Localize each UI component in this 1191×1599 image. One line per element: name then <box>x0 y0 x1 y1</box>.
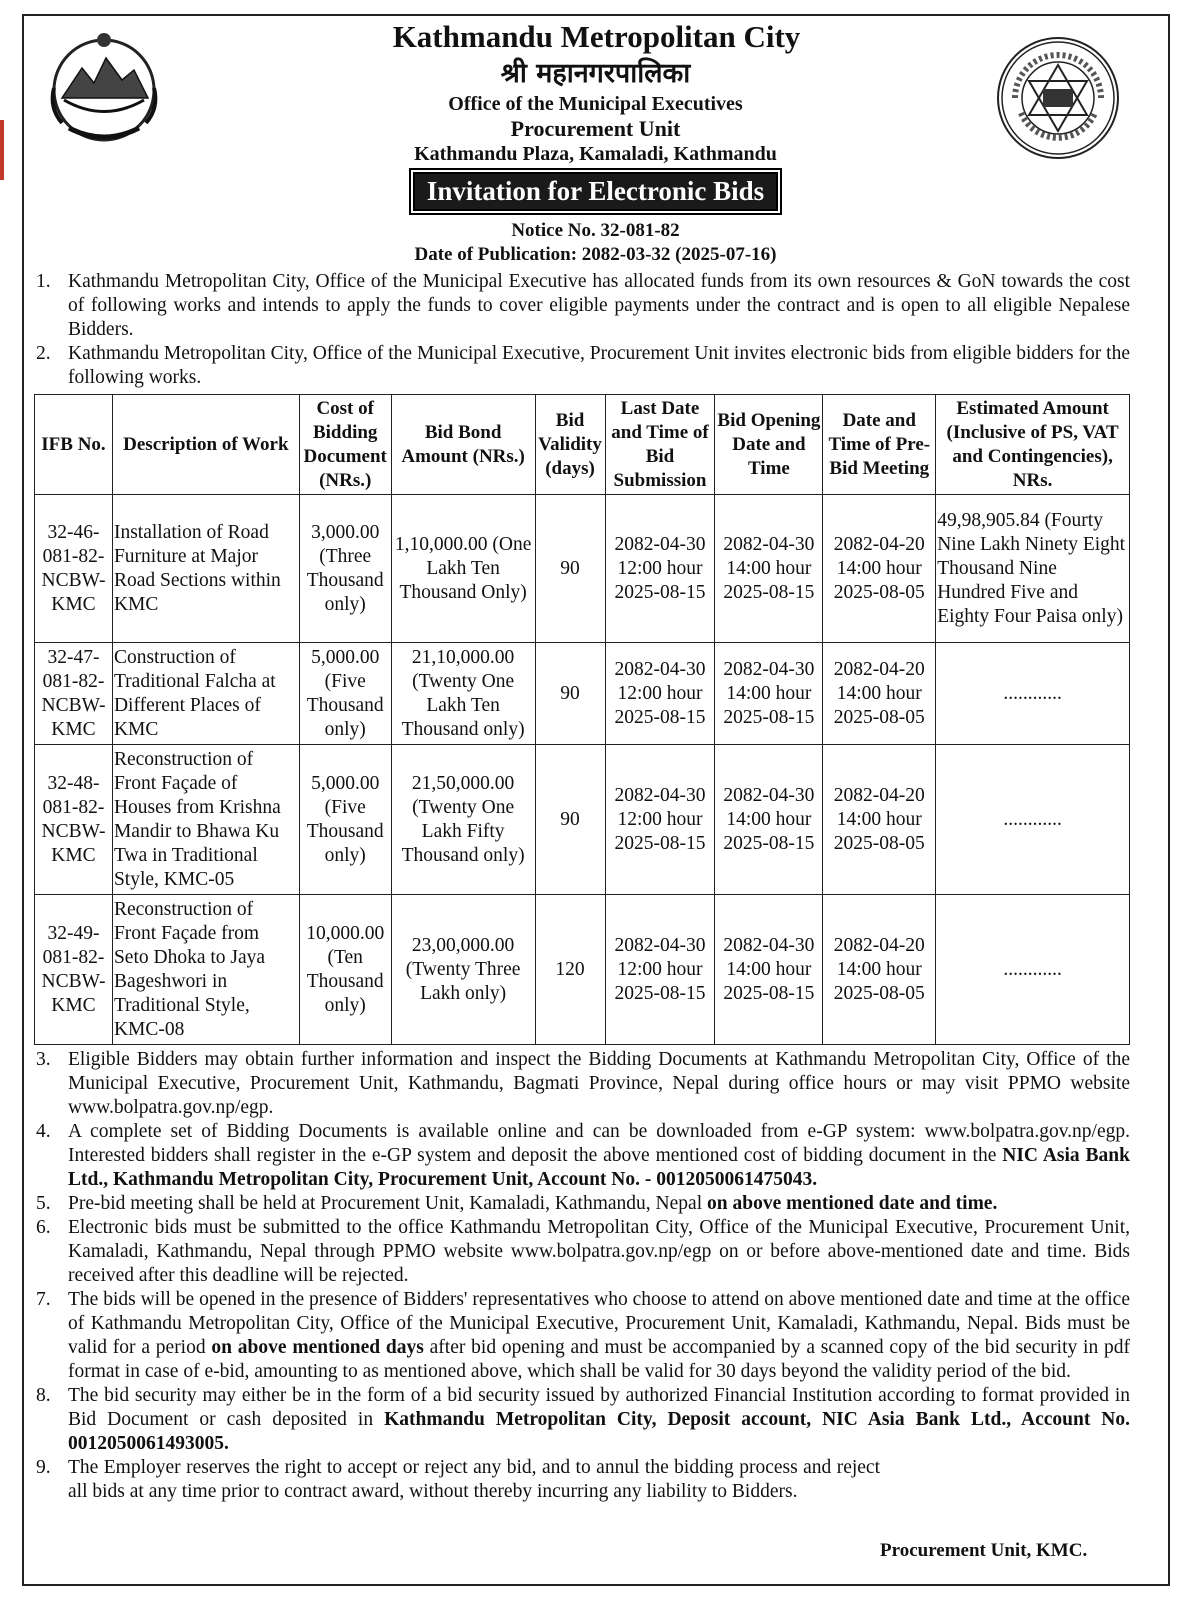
paragraph-4 <box>36 1120 1130 1192</box>
cell-opening: 2082-04-30 14:00 hour 2025-08-15 <box>715 643 823 745</box>
cell-validity: 90 <box>535 643 605 745</box>
cell-prebid: 2082-04-20 14:00 hour 2025-08-05 <box>823 643 936 745</box>
address: Kathmandu Plaza, Kamaladi, Kathmandu <box>414 143 777 165</box>
cell-description: Construction of Traditional Falcha at Different Places of KMC <box>112 643 299 745</box>
header-estimate: Estimated Amount (Inclusive of PS, VAT and Contingencies), NRs. <box>936 395 1130 495</box>
cell-estimate: ............ <box>936 745 1130 895</box>
header-opening: Bid Opening Date and Time <box>715 395 823 495</box>
paragraph-number: 2. <box>36 343 51 364</box>
cell-description: Reconstruction of Front Façade of Houses from Krishna Mandir to Bhawa Ku Twa in Traditional Style, KMC-05 <box>112 745 299 895</box>
cell-estimate: 49,98,905.84 (Fourty Nine Lakh Ninety Eight Thousand Nine Hundred Five and Eighty Four Paisa only) <box>936 495 1130 643</box>
table-row <box>35 895 1130 1045</box>
paragraph-7 <box>36 1288 1130 1384</box>
header-description: Description of Work <box>112 395 299 495</box>
terms-paragraphs <box>36 1048 1130 1504</box>
paragraph-text-part: The bid security may either be in the form of a bid security issued by authorized Financial Institution according to format provided in Bid Document or cash deposited in <box>68 1385 1130 1430</box>
table-row <box>35 495 1130 643</box>
bank-account-text: NIC Asia Bank Ltd., Kathmandu Metropolitan City, Procurement Unit, Account No. - 0012050061475043. <box>68 1145 1131 1190</box>
paragraph-text: Electronic bids must be submitted to the office Kathmandu Metropolitan City, Office of the Municipal Executive, Procurement Unit, Kamaladi, Kathmandu, Nepal through PPMO website www.bolpatra.gov.np/egp on or before above-mentioned date and time. Bids received after this deadline will be rejected. <box>68 1217 1130 1286</box>
signature: Procurement Unit, KMC. <box>880 1540 1088 1561</box>
cell-bond: 21,50,000.00 (Twenty One Lakh Fifty Thousand only) <box>391 745 535 895</box>
cell-estimate: ............ <box>936 643 1130 745</box>
cell-description: Reconstruction of Front Façade from Seto Dhoka to Jaya Bageshwori in Traditional Style, KMC-08 <box>112 895 299 1045</box>
header-ifb: IFB No. <box>35 395 113 495</box>
paragraph-text <box>68 1120 1130 1192</box>
paragraph-9 <box>36 1456 1130 1504</box>
paragraph-text: The Employer reserves the right to accept or reject any bid, and to annul the bidding process and reject all bids at any time prior to contract award, without thereby incurring any liability to Bidders. <box>68 1457 880 1502</box>
paragraph-text <box>68 1384 1130 1456</box>
deposit-account-text: Kathmandu Metropolitan City, Deposit account, NIC Asia Bank Ltd., Account No. 0012050061493005. <box>68 1409 1130 1454</box>
paragraph-6 <box>36 1216 1130 1288</box>
header-bond: Bid Bond Amount (NRs.) <box>391 395 535 495</box>
paragraph-5 <box>36 1192 1130 1216</box>
cell-prebid: 2082-04-20 14:00 hour 2025-08-05 <box>823 745 936 895</box>
nepali-title: श्री महानगरपालिका <box>500 58 691 89</box>
invitation-banner: Invitation for Electronic Bids <box>413 172 778 211</box>
paragraph-number: 7. <box>36 1289 51 1310</box>
paragraph-text: Kathmandu Metropolitan City, Office of the Municipal Executive has allocated funds from its own resources & GoN towards the cost of following works and intends to apply the funds to cover eligible payments under the contract and is open to all eligible Nepalese Bidders. <box>68 271 1130 340</box>
header-validity: Bid Validity (days) <box>535 395 605 495</box>
cell-ifb: 32-47-081-82-NCBW-KMC <box>35 643 113 745</box>
paragraph-number: 5. <box>36 1193 51 1214</box>
cell-ifb: 32-46-081-82-NCBW-KMC <box>35 495 113 643</box>
cell-cost: 3,000.00 (Three Thousand only) <box>299 495 391 643</box>
cell-bond: 23,00,000.00 (Twenty Three Lakh only) <box>391 895 535 1045</box>
intro-paragraphs <box>36 270 1130 390</box>
paragraph-number: 4. <box>36 1121 51 1142</box>
emphasis-text: on above mentioned date and time. <box>707 1193 998 1214</box>
cell-opening: 2082-04-30 14:00 hour 2025-08-15 <box>715 495 823 643</box>
office-name: Office of the Municipal Executives <box>448 93 743 115</box>
cell-ifb: 32-48-081-82-NCBW-KMC <box>35 745 113 895</box>
cell-cost: 10,000.00 (Ten Thousand only) <box>299 895 391 1045</box>
cell-prebid: 2082-04-20 14:00 hour 2025-08-05 <box>823 495 936 643</box>
header-submission: Last Date and Time of Bid Submission <box>605 395 715 495</box>
cell-bond: 21,10,000.00 (Twenty One Lakh Ten Thousand only) <box>391 643 535 745</box>
paragraph-1 <box>36 270 1130 342</box>
table-header-row <box>35 395 1130 495</box>
cell-ifb: 32-49-081-82-NCBW-KMC <box>35 895 113 1045</box>
paragraph-number: 1. <box>36 271 51 292</box>
cell-validity: 90 <box>535 495 605 643</box>
cell-prebid: 2082-04-20 14:00 hour 2025-08-05 <box>823 895 936 1045</box>
paragraph-text-part: A complete set of Bidding Documents is available online and can be downloaded from e-GP system: www.bolpatra.gov.np/egp. Interested bidders shall register in the e-GP system and deposit the above mentioned cost of bidding document in the <box>68 1121 1130 1166</box>
paragraph-text: Eligible Bidders may obtain further information and inspect the Bidding Documents at Kathmandu Metropolitan City, Office of the Municipal Executive, Procurement Unit, Kathmandu, Bagmati Province, Nepal during office hours or may visit PPMO website www.bolpatra.gov.np/egp. <box>68 1049 1130 1118</box>
table-row <box>35 643 1130 745</box>
cell-estimate: ............ <box>936 895 1130 1045</box>
cell-submission: 2082-04-30 12:00 hour 2025-08-15 <box>605 895 715 1045</box>
bids-table <box>34 394 1130 1045</box>
paragraph-2 <box>36 342 1130 390</box>
emphasis-text: on above mentioned days <box>211 1337 424 1358</box>
paragraph-number: 3. <box>36 1049 51 1070</box>
cell-bond: 1,10,000.00 (One Lakh Ten Thousand Only) <box>391 495 535 643</box>
paragraph-text <box>68 1288 1130 1384</box>
cell-submission: 2082-04-30 12:00 hour 2025-08-15 <box>605 745 715 895</box>
cell-opening: 2082-04-30 14:00 hour 2025-08-15 <box>715 745 823 895</box>
cell-validity: 90 <box>535 745 605 895</box>
publication-date: Date of Publication: 2082-03-32 (2025-07-16) <box>414 244 777 265</box>
header-prebid: Date and Time of Pre-Bid Meeting <box>823 395 936 495</box>
unit-name: Procurement Unit <box>510 116 681 141</box>
paragraph-3 <box>36 1048 1130 1120</box>
paragraph-text-part: The bids will be opened in the presence of Bidders' representatives who choose to attend on above mentioned date and time at the office of Kathmandu Metropolitan City, Office of the Municipal Executive, Procurement Unit, Kamaladi, Kathmandu, Nepal. Bids must be valid for a period <box>68 1289 1130 1358</box>
cell-description: Installation of Road Furniture at Major Road Sections within KMC <box>112 495 299 643</box>
cell-opening: 2082-04-30 14:00 hour 2025-08-15 <box>715 895 823 1045</box>
paragraph-text: Kathmandu Metropolitan City, Office of the Municipal Executive, Procurement Unit invites electronic bids from eligible bidders for the following works. <box>68 343 1130 388</box>
header <box>0 18 1191 267</box>
paragraph-number: 9. <box>36 1457 51 1478</box>
paragraph-number: 8. <box>36 1385 51 1406</box>
notice-number: Notice No. 32-081-82 <box>511 220 680 241</box>
paragraph-text-part: Pre-bid meeting shall be held at Procurement Unit, Kamaladi, Kathmandu, Nepal <box>68 1193 707 1214</box>
cell-validity: 120 <box>535 895 605 1045</box>
paragraph-8 <box>36 1384 1130 1456</box>
cell-cost: 5,000.00 (Five Thousand only) <box>299 643 391 745</box>
header-cost: Cost of Bidding Document (NRs.) <box>299 395 391 495</box>
cell-submission: 2082-04-30 12:00 hour 2025-08-15 <box>605 643 715 745</box>
paragraph-number: 6. <box>36 1217 51 1238</box>
paragraph-text <box>68 1192 1130 1216</box>
cell-submission: 2082-04-30 12:00 hour 2025-08-15 <box>605 495 715 643</box>
cell-cost: 5,000.00 (Five Thousand only) <box>299 745 391 895</box>
paragraph-text-part: after bid opening and must be accompanied by a scanned copy of the bid security in pdf format in case of e-bid, amounting to as mentioned above, which shall be valid for 30 days beyond the validity period of the bid. <box>68 1337 1130 1382</box>
page-title: Kathmandu Metropolitan City <box>392 19 801 54</box>
table-row <box>35 745 1130 895</box>
